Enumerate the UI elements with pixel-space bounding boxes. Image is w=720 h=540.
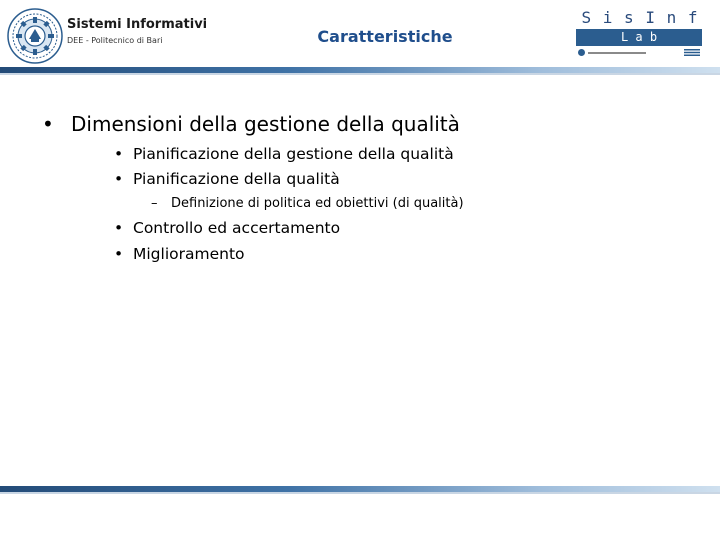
bullet-dot-icon: • [42, 112, 54, 136]
lab-logo-top-text: S i s I n f [581, 8, 699, 27]
bullet-level2-text: Pianificazione della qualità [133, 170, 340, 188]
footer-divider-shadow [0, 492, 720, 494]
bullet-level3-text: Definizione di politica ed obiettivi (di qualità) [171, 196, 464, 211]
bullet-level2-text: Controllo ed accertamento [133, 219, 341, 237]
bullet-dot-icon: • [114, 245, 124, 263]
org-subtitle: DEE - Politecnico di Bari [67, 36, 163, 45]
org-title: Sistemi Informativi [67, 17, 208, 32]
lab-logo-band: L a b [576, 29, 702, 46]
dash-icon: – [151, 196, 158, 211]
slide-title: Caratteristiche [317, 27, 453, 46]
bullet-level2-text: Miglioramento [133, 245, 245, 263]
bullet-dot-icon: • [114, 145, 124, 163]
bullet-level1-text: Dimensioni della gestione della qualità [71, 112, 460, 136]
bullet-dot-icon: • [114, 170, 124, 188]
bullet-level2-text: Pianificazione della gestione della qualità [133, 145, 454, 163]
bullet-dot-icon: • [114, 219, 124, 237]
